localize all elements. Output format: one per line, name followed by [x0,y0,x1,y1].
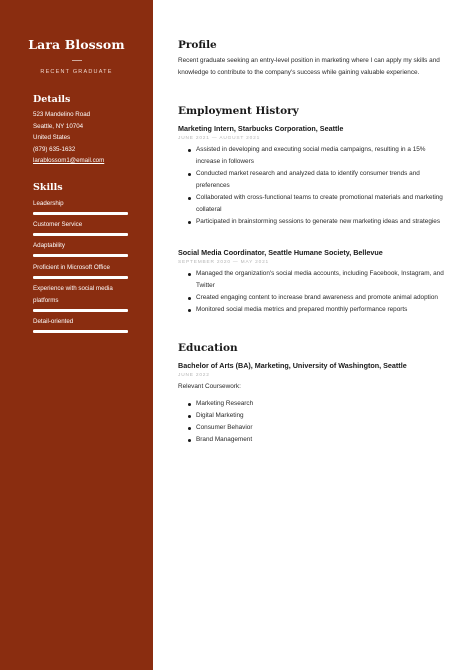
phone-number: (879) 635-1632 [33,145,76,153]
coursework-list [187,398,449,446]
employment-heading: Employment History [178,105,299,117]
job-bullets [187,268,449,316]
skill-label: Detail-oriented [33,318,74,325]
job-bullet: Monitored social media metrics and prepared monthly performance reports [187,304,449,316]
coursework-item: Brand Management [187,434,449,446]
job-bullet: Created engaging content to increase brand awareness and promote animal adoption [187,292,449,304]
details-heading: Details [33,94,71,105]
profile-text: Recent graduate seeking an entry-level position in marketing where I can apply my skills and knowledge to contribute to the company's success while gaining valuable experience. [178,57,440,76]
candidate-subtitle: RECENT GRADUATE [40,69,113,75]
education-heading: Education [178,342,238,354]
skill-level-bar [33,233,128,236]
degree-title: Bachelor of Arts (BA), Marketing, University of Washington, Seattle [178,361,407,370]
candidate-name: Lara Blossom [28,37,125,52]
skill-level-bar [33,276,128,279]
address-country: United States [33,134,71,141]
skill-label: Customer Service [33,221,83,228]
skill-label: Adaptability [33,242,65,249]
address-line-1: 523 Mandelino Road [33,111,91,118]
profile-heading: Profile [178,39,217,51]
job-dates: SEPTEMBER 2020 — MAY 2021 [178,260,270,265]
coursework-item: Marketing Research [187,398,449,410]
job-bullet: Assisted in developing and executing social media campaigns, resulting in a 15% increase in followers [187,144,449,168]
skill-label: Leadership [33,200,64,207]
skill-label: Proficient in Microsoft Office [33,264,110,271]
job-bullets [187,144,449,228]
skill-level-bar [33,330,128,333]
education-dates: JUNE 2022 [178,373,210,378]
job-title: Marketing Intern, Starbucks Corporation, Seattle [178,124,344,133]
job-bullet: Participated in brainstorming sessions to generate new marketing ideas and strategies [187,216,449,228]
email-link[interactable]: larablossom1@email.com [33,157,105,164]
job-bullet: Collaborated with cross-functional teams to create promotional materials and marketing collateral [187,192,449,216]
job-title: Social Media Coordinator, Seattle Humane Society, Bellevue [178,248,383,257]
coursework-item: Consumer Behavior [187,422,449,434]
coursework-item: Digital Marketing [187,410,449,422]
resume-sidebar [0,0,153,670]
skill-level-bar [33,254,128,257]
job-dates: JUNE 2021 — AUGUST 2021 [178,136,261,141]
job-bullet: Managed the organization's social media accounts, including Facebook, Instagram, and Twitter [187,268,449,292]
skill-label: Experience with social media platforms [33,285,113,304]
name-divider [72,60,82,61]
skills-heading: Skills [33,182,63,193]
job-bullet: Conducted market research and analyzed data to identify consumer trends and preferences [187,168,449,192]
address-line-2: Seattle, NY 10704 [33,122,84,130]
skill-level-bar [33,212,128,215]
coursework-label: Relevant Coursework: [178,383,241,390]
skill-level-bar [33,309,128,312]
